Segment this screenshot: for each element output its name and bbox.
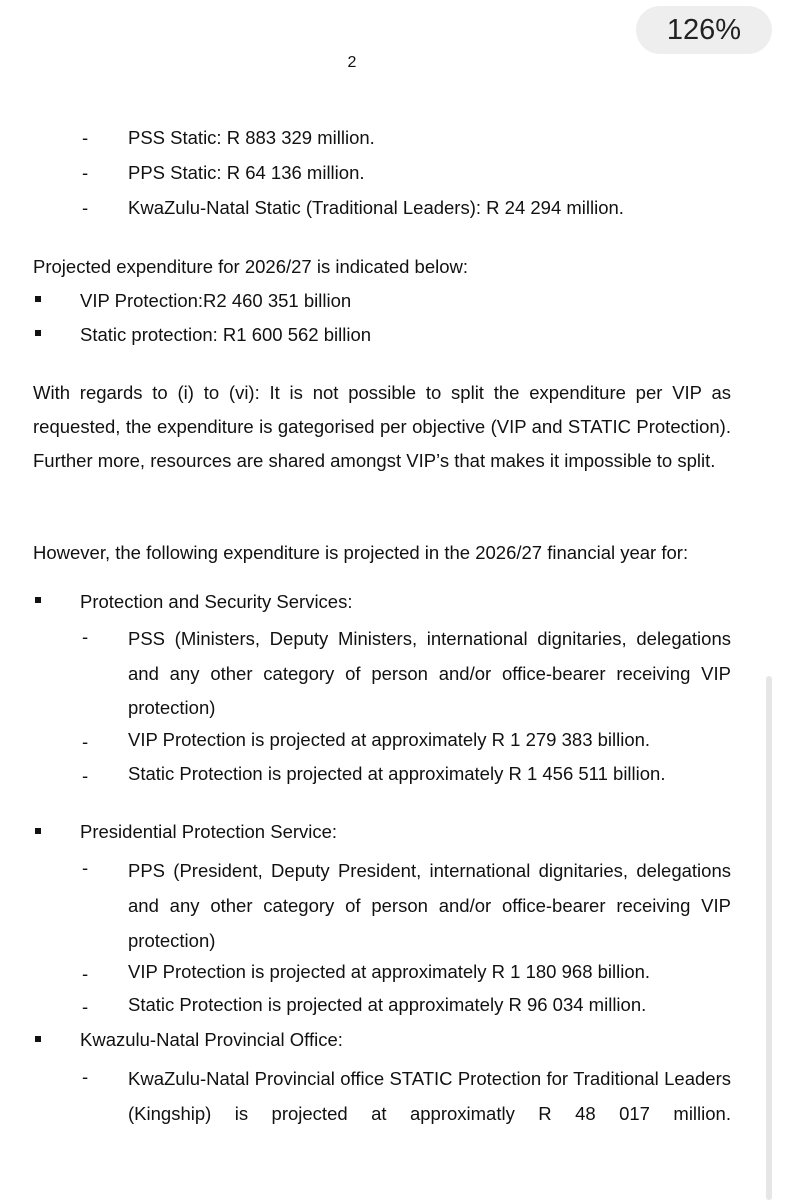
dash-bullet: - [82,765,89,786]
square-bullet [35,330,41,336]
pss-static-projection: Static Protection is projected at approximately R 1 456 511 billion. [128,763,666,784]
dash-bullet: - [82,197,89,218]
pps-scope: PPS (President, Deputy President, international dignitaries, delegations and any other category of person and/or office-bearer receiving VIP protection) [128,860,731,951]
square-bullet [35,1036,41,1042]
static-item-pss: PSS Static: R 883 329 million. [128,127,375,148]
regards-paragraph: With regards to (i) to (vi): It is not possible to split the expenditure per VIP as requested, the expenditure is gategorised per objective (VIP and STATIC Protection). Further more, resources are shared amongst VIP’s that makes it impossible to split. [33,382,731,471]
section-title-kzn: Kwazulu-Natal Provincial Office: [80,1029,343,1050]
section-title-pps: Presidential Protection Service: [80,821,338,842]
pps-static-projection: Static Protection is projected at approximately R 96 034 million. [128,994,647,1015]
zoom-level-indicator: 126% [636,6,772,54]
square-bullet [35,296,41,302]
projection-vip: VIP Protection:R2 460 351 billion [80,290,352,311]
pss-vip-projection: VIP Protection is projected at approximately R 1 279 383 billion. [128,729,651,750]
dash-bullet: - [82,996,89,1017]
dash-bullet: - [82,857,89,878]
pps-vip-projection: VIP Protection is projected at approximately R 1 180 968 billion. [128,961,651,982]
static-item-kzn: KwaZulu-Natal Static (Traditional Leaders): R 24 294 million. [128,197,624,218]
square-bullet [35,828,41,834]
pss-scope: PSS (Ministers, Deputy Ministers, international dignitaries, delegations and any other category of person and/or office-bearer receiving VIP protection) [128,628,731,718]
dash-bullet: - [82,162,89,183]
dash-bullet: - [82,1066,89,1087]
dash-bullet: - [82,626,89,647]
static-item-pps: PPS Static: R 64 136 million. [128,162,365,183]
dash-bullet: - [82,731,89,752]
square-bullet [35,597,41,603]
section-title-pss: Protection and Security Services: [80,591,353,612]
projection-static: Static protection: R1 600 562 billion [80,324,372,345]
dash-bullet: - [82,963,89,984]
vertical-scrollbar[interactable] [766,676,772,1200]
projection-intro: Projected expenditure for 2026/27 is indicated below: [33,256,469,277]
however-paragraph: However, the following expenditure is projected in the 2026/27 financial year for: [33,542,689,563]
page-number: 2 [347,54,357,71]
dash-bullet: - [82,127,89,148]
kzn-static-projection: KwaZulu-Natal Provincial office STATIC Protection for Traditional Leaders (Kingship) is projected at approximatly R 48 017 million. [128,1068,731,1124]
